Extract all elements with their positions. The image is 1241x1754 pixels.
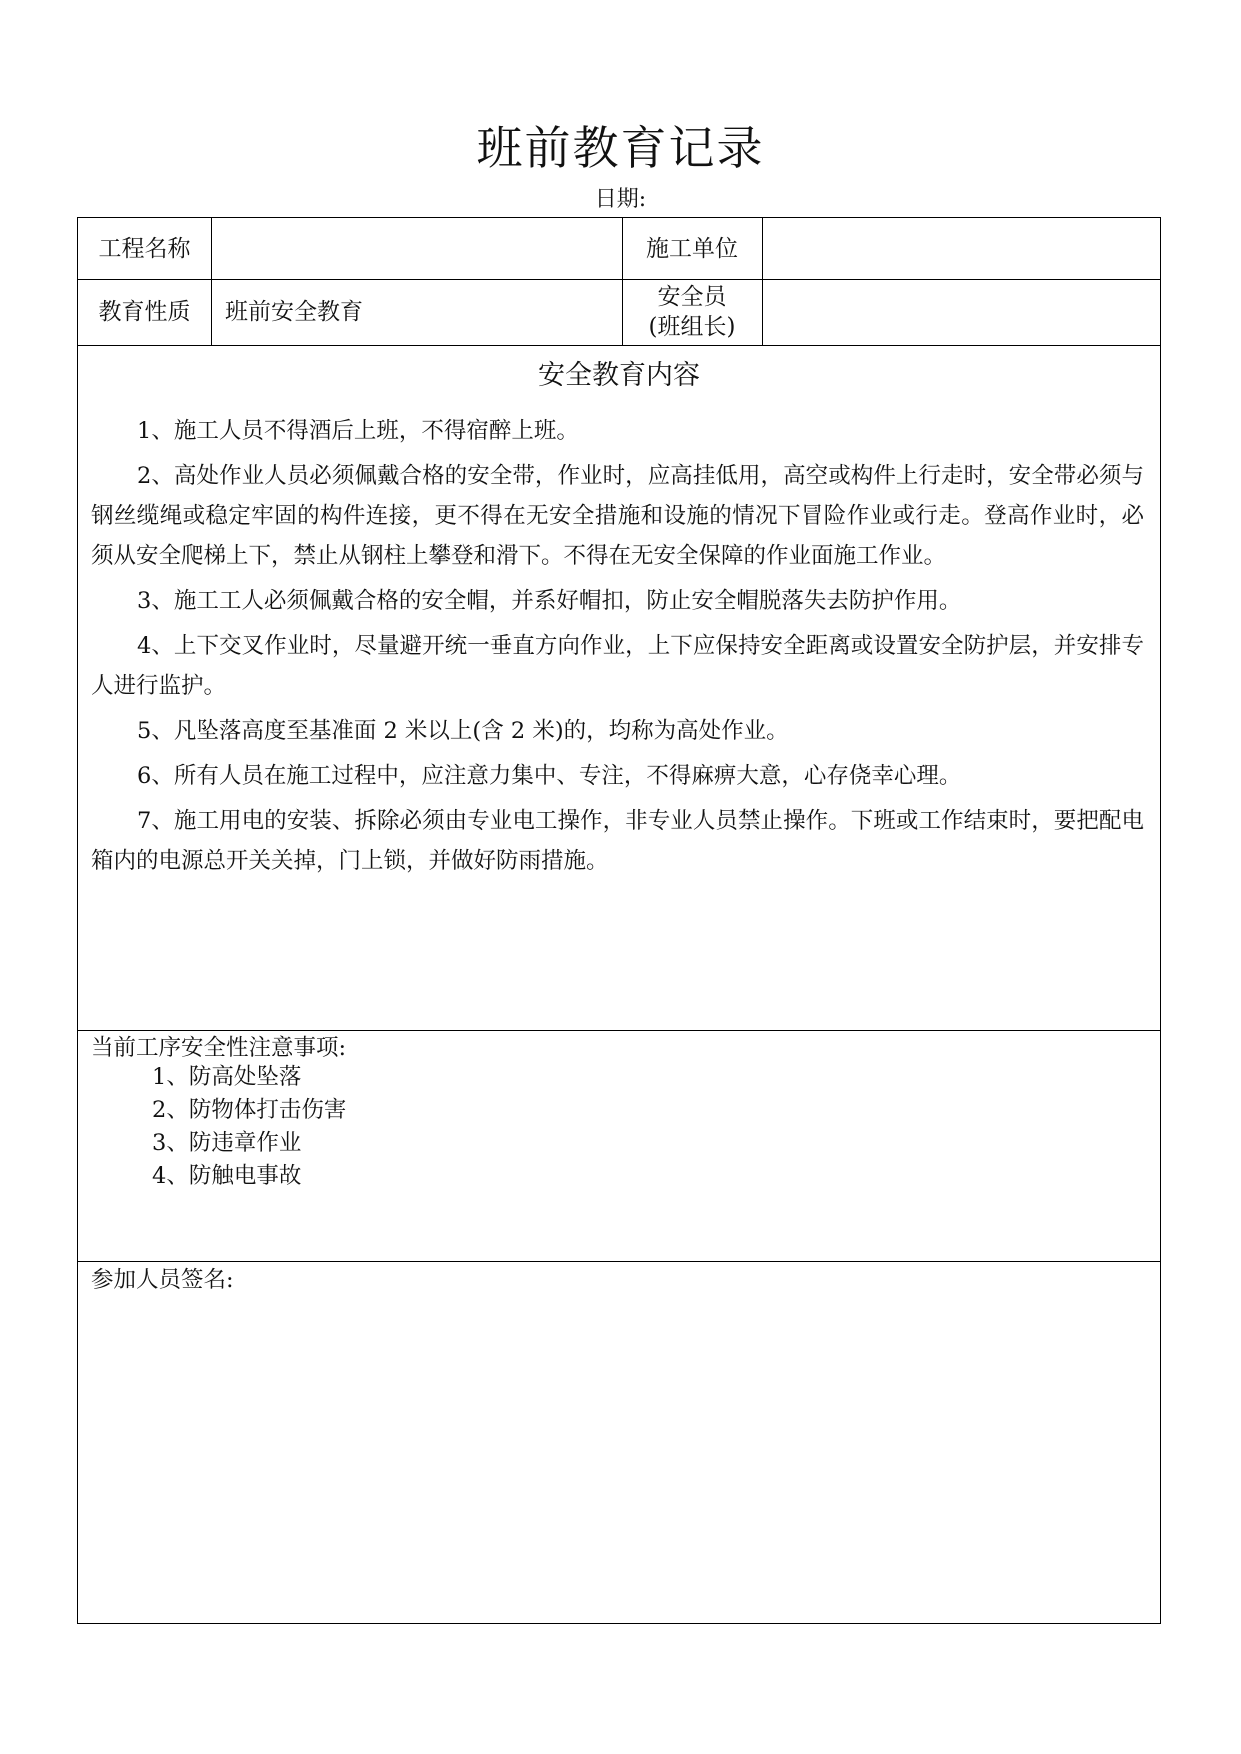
notes-item: 2、防物体打击伤害 xyxy=(152,1097,347,1123)
safety-officer-label-line2: (班组长) xyxy=(648,314,736,340)
content-paragraph-4: 4、上下交叉作业时，尽量避开统一垂直方向作业，上下应保持安全距离或设置安全防护层，并安排专人进行监护。 xyxy=(91,633,1144,699)
construction-unit-label: 施工单位 xyxy=(646,235,738,262)
date-label: 日期: xyxy=(594,187,647,212)
content-body xyxy=(91,411,1144,886)
content-paragraph-6: 6、所有人员在施工过程中，应注意力集中、专注，不得麻痹大意，心存侥幸心理。 xyxy=(137,763,962,789)
signatures-area[interactable] xyxy=(78,1298,1160,1620)
content-paragraph-2: 2、高处作业人员必须佩戴合格的安全带，作业时，应高挂低用，高空或构件上行走时，安全带必须与钢丝缆绳或稳定牢固的构件连接，更不得在无安全措施和设施的情况下冒险作业或行走。登高作业时，必须从安全爬梯上下，禁止从钢柱上攀登和滑下。不得在无安全保障的作业面施工作业。 xyxy=(91,463,1144,569)
notes-item: 4、防触电事故 xyxy=(152,1163,302,1189)
section-divider xyxy=(78,1261,1160,1262)
content-paragraph-1: 1、施工人员不得酒后上班，不得宿醉上班。 xyxy=(137,418,579,444)
content-paragraph-7: 7、施工用电的安装、拆除必须由专业电工操作，非专业人员禁止操作。下班或工作结束时，要把配电箱内的电源总开关关掉，门上锁，并做好防雨措施。 xyxy=(91,808,1144,874)
safety-officer-field[interactable] xyxy=(762,279,1160,345)
notes-item: 3、防违章作业 xyxy=(152,1130,302,1156)
education-type-label: 教育性质 xyxy=(98,299,191,325)
project-name-field[interactable] xyxy=(211,218,622,279)
notes-label: 当前工序安全性注意事项: xyxy=(91,1035,347,1061)
notes-item: 1、防高处坠落 xyxy=(152,1064,302,1090)
signatures-label: 参加人员签名: xyxy=(91,1267,234,1293)
project-name-label: 工程名称 xyxy=(98,235,191,262)
section-divider xyxy=(78,1030,1160,1031)
education-type-value: 班前安全教育 xyxy=(225,299,363,325)
notes-list xyxy=(152,1061,346,1193)
row-divider xyxy=(78,345,1160,346)
content-paragraph-3: 3、施工工人必须佩戴合格的安全帽，并系好帽扣，防止安全帽脱落失去防护作用。 xyxy=(137,588,962,614)
safety-officer-label xyxy=(622,279,762,345)
document-title: 班前教育记录 xyxy=(476,121,765,175)
content-paragraph-5: 5、凡坠落高度至基准面 2 米以上(含 2 米)的，均称为高处作业。 xyxy=(137,718,789,744)
record-form xyxy=(77,217,1161,1624)
construction-unit-field[interactable] xyxy=(762,218,1160,279)
safety-officer-label-line1: 安全员 xyxy=(657,284,727,310)
content-heading: 安全教育内容 xyxy=(538,360,700,391)
